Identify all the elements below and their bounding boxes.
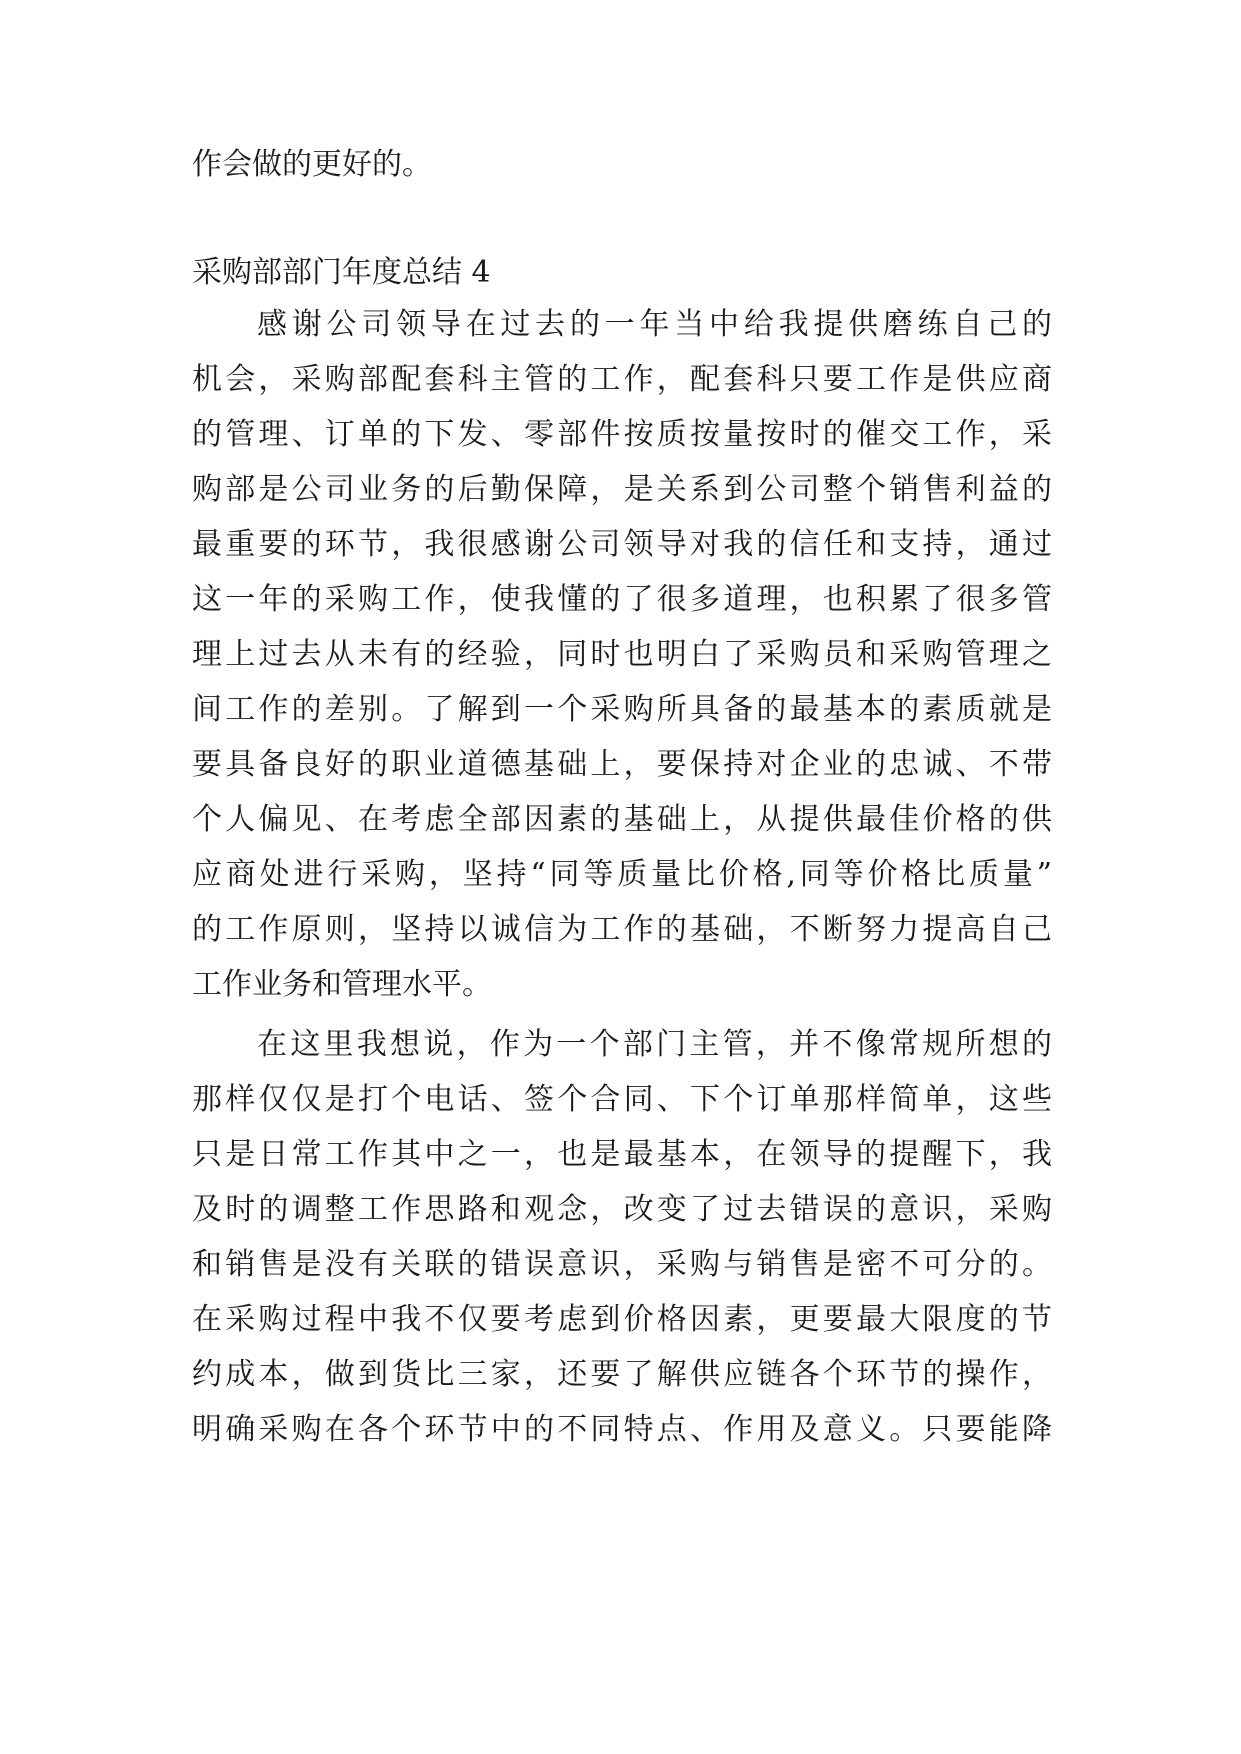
- paragraph-1-line: 这一年的采购工作，使我懂的了很多道理，也积累了很多管: [192, 582, 1052, 617]
- paragraph-2-line: 只是日常工作其中之一，也是最基本，在领导的提醒下，我: [192, 1137, 1052, 1172]
- paragraph-1-line: 工作业务和管理水平。: [192, 967, 492, 1002]
- paragraph-1-line: 购部是公司业务的后勤保障，是关系到公司整个销售利益的: [192, 472, 1052, 507]
- paragraph-2-line: 在采购过程中我不仅要考虑到价格因素，更要最大限度的节: [192, 1302, 1052, 1337]
- paragraph-2-line: 那样仅仅是打个电话、签个合同、下个订单那样简单，这些: [192, 1082, 1052, 1117]
- paragraph-2-line: 在这里我想说，作为一个部门主管，并不像常规所想的: [257, 1027, 1052, 1062]
- paragraph-1-line: 感谢公司领导在过去的一年当中给我提供磨练自己的: [257, 307, 1052, 342]
- carryover-line: 作会做的更好的。: [192, 147, 432, 182]
- paragraph-2-line: 及时的调整工作思路和观念，改变了过去错误的意识，采购: [192, 1192, 1052, 1227]
- paragraph-1-line: 要具备良好的职业道德基础上，要保持对企业的忠诚、不带: [192, 747, 1052, 782]
- section-heading: 采购部部门年度总结 4: [192, 255, 491, 290]
- paragraph-1-line: 间工作的差别。了解到一个采购所具备的最基本的素质就是: [192, 692, 1052, 727]
- paragraph-1-line: 理上过去从未有的经验，同时也明白了采购员和采购管理之: [192, 637, 1052, 672]
- paragraph-2-line: 明确采购在各个环节中的不同特点、作用及意义。只要能降: [192, 1412, 1052, 1447]
- paragraph-1-line: 机会，采购部配套科主管的工作，配套科只要工作是供应商: [192, 362, 1052, 397]
- paragraph-1-line: 最重要的环节，我很感谢公司领导对我的信任和支持，通过: [192, 527, 1052, 562]
- paragraph-2-line: 和销售是没有关联的错误意识，采购与销售是密不可分的。: [192, 1247, 1052, 1282]
- paragraph-1-line: 应商处进行采购，坚持“同等质量比价格,同等价格比质量”: [192, 857, 1052, 892]
- paragraph-1-line: 个人偏见、在考虑全部因素的基础上，从提供最佳价格的供: [192, 802, 1052, 837]
- paragraph-1-line: 的工作原则，坚持以诚信为工作的基础，不断努力提高自己: [192, 912, 1052, 947]
- paragraph-1-line: 的管理、订单的下发、零部件按质按量按时的催交工作，采: [192, 417, 1052, 452]
- paragraph-2-line: 约成本，做到货比三家，还要了解供应链各个环节的操作，: [192, 1357, 1052, 1392]
